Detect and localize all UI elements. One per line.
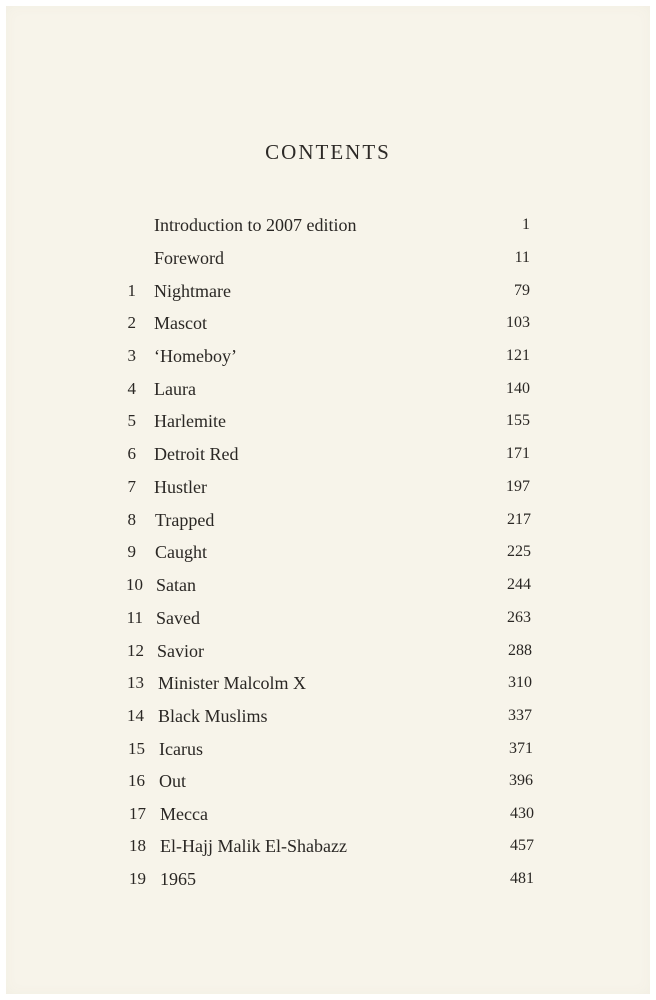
page-number: 11 — [514, 249, 530, 266]
page-number: 288 — [508, 642, 532, 659]
page-number: 263 — [507, 609, 531, 626]
page-number: 244 — [507, 576, 531, 593]
toc-entry — [0, 799, 656, 829]
page-number: 396 — [509, 772, 533, 789]
chapter-number: 19 — [129, 869, 146, 888]
toc-entry — [0, 668, 656, 698]
page-number: 1 — [522, 216, 530, 233]
page-number: 197 — [506, 478, 530, 495]
chapter-title: Savior — [157, 641, 204, 661]
toc-entry — [0, 505, 656, 535]
chapter-title: Mascot — [154, 313, 207, 333]
chapter-title: Saved — [156, 608, 200, 628]
toc-entry — [0, 439, 656, 469]
chapter-number: 5 — [127, 411, 136, 430]
chapter-title: Minister Malcolm X — [158, 673, 306, 693]
page-number: 103 — [506, 314, 530, 331]
chapter-number: 13 — [127, 673, 144, 692]
chapter-title: Black Muslims — [158, 706, 268, 726]
chapter-title: Foreword — [154, 248, 224, 268]
toc-entry — [0, 243, 656, 273]
toc-entry — [0, 210, 656, 240]
toc-entry — [0, 734, 656, 764]
chapter-number: 12 — [127, 641, 144, 660]
page-number: 79 — [514, 282, 530, 299]
chapter-number: 17 — [129, 804, 146, 823]
page-number: 217 — [507, 511, 531, 528]
chapter-number: 15 — [128, 739, 145, 758]
page-number: 121 — [506, 347, 530, 364]
chapter-number: 8 — [127, 510, 136, 529]
chapter-title: Laura — [154, 379, 196, 399]
chapter-title: Trapped — [155, 510, 215, 530]
toc-entry — [0, 406, 656, 436]
chapter-number: 3 — [127, 346, 136, 365]
chapter-title: 1965 — [160, 869, 196, 889]
contents-heading: CONTENTS — [265, 140, 391, 164]
toc-entry — [0, 308, 656, 338]
chapter-title: Out — [159, 771, 186, 791]
chapter-title: Icarus — [159, 739, 203, 759]
chapter-title: Mecca — [160, 804, 208, 824]
page-number: 481 — [510, 870, 534, 887]
toc-entry — [0, 374, 656, 404]
chapter-number: 16 — [128, 771, 145, 790]
chapter-number: 7 — [127, 477, 136, 496]
page-number: 371 — [509, 740, 533, 757]
toc-entry — [0, 831, 656, 861]
page-number: 225 — [507, 543, 531, 560]
page-number: 430 — [510, 805, 534, 822]
chapter-number: 6 — [127, 444, 136, 463]
page-number: 457 — [510, 837, 534, 854]
chapter-title: Harlemite — [154, 411, 226, 431]
toc-entry — [0, 701, 656, 731]
chapter-title: Caught — [155, 542, 207, 562]
page-number: 337 — [508, 707, 532, 724]
page-number: 171 — [506, 445, 530, 462]
chapter-title: Introduction to 2007 edition — [154, 215, 357, 235]
chapter-title: Satan — [156, 575, 196, 595]
chapter-number: 2 — [127, 313, 136, 332]
toc-entry — [0, 341, 656, 371]
toc-entry — [0, 603, 656, 633]
toc-entry — [0, 472, 656, 502]
chapter-title: Hustler — [154, 477, 207, 497]
toc-entry — [0, 636, 656, 666]
page-number: 140 — [506, 380, 530, 397]
chapter-number: 1 — [127, 281, 136, 300]
toc-entry — [0, 864, 656, 894]
toc-entry — [0, 570, 656, 600]
page-number: 310 — [508, 674, 532, 691]
toc-entry — [0, 766, 656, 796]
chapter-number: 14 — [127, 706, 144, 725]
chapter-number: 11 — [126, 608, 143, 627]
chapter-number: 9 — [127, 542, 136, 561]
chapter-title: Detroit Red — [154, 444, 239, 464]
chapter-title: ‘Homeboy’ — [154, 346, 237, 366]
toc-entry — [0, 276, 656, 306]
chapter-title: El-Hajj Malik El-Shabazz — [160, 836, 347, 856]
chapter-number: 4 — [127, 379, 136, 398]
page-number: 155 — [506, 412, 530, 429]
chapter-title: Nightmare — [154, 281, 231, 301]
toc-entry — [0, 537, 656, 567]
chapter-number: 10 — [126, 575, 143, 594]
chapter-number: 18 — [129, 836, 146, 855]
